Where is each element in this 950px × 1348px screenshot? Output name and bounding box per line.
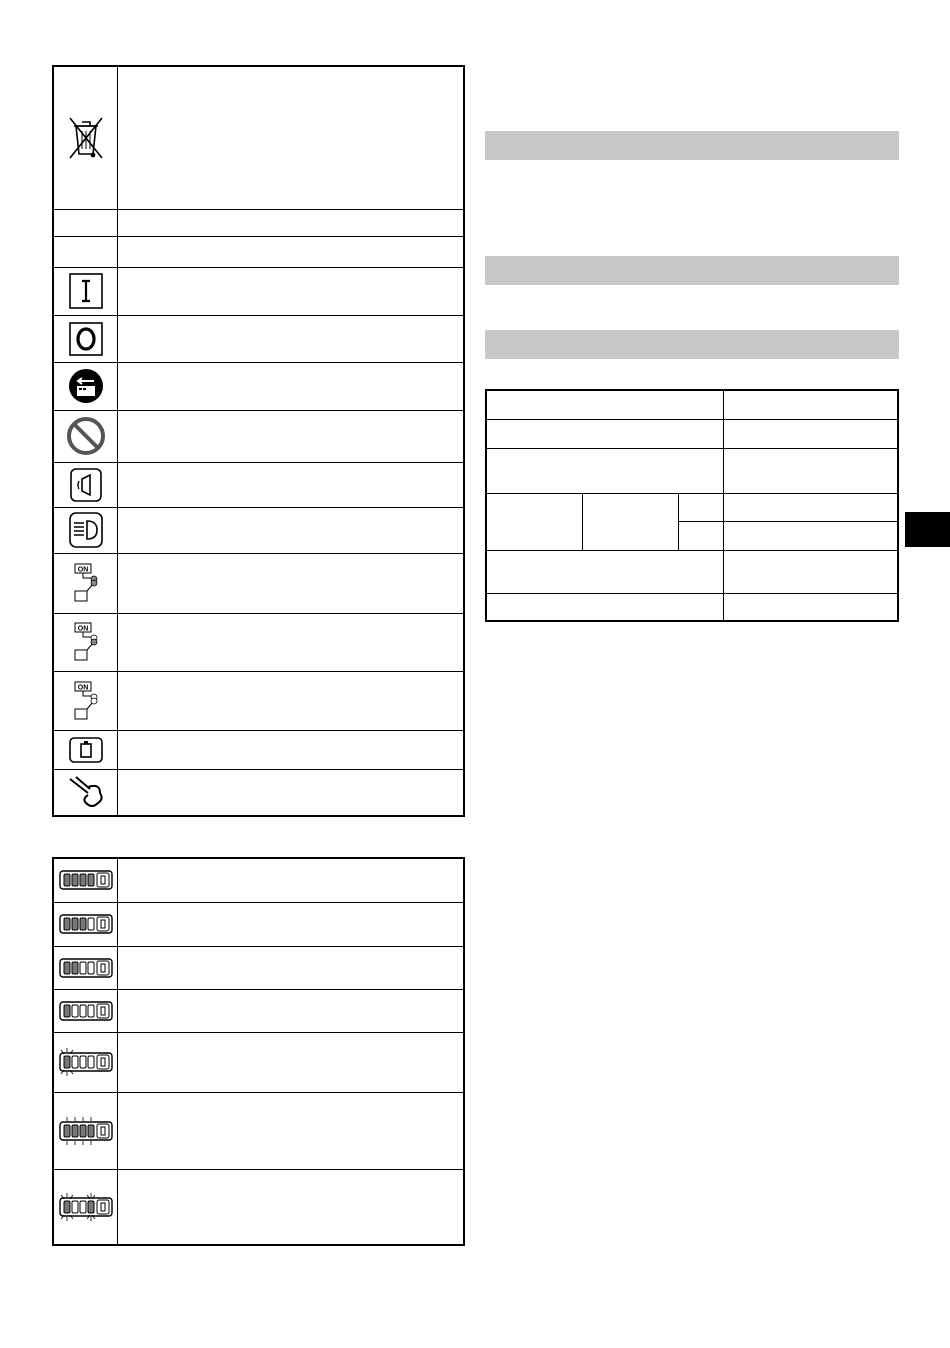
spec-value <box>723 593 898 621</box>
symbol-description <box>118 267 465 315</box>
symbol-description <box>118 671 465 730</box>
battery-level-3-bars-icon <box>59 914 113 934</box>
symbol-description <box>118 362 465 410</box>
spec-value <box>723 521 898 550</box>
spec-label <box>486 550 723 593</box>
battery-level-alternating-blinking-icon <box>57 1192 115 1222</box>
symbol-description <box>118 613 465 671</box>
spec-sublabel <box>678 521 723 550</box>
svg-text:ON: ON <box>77 566 88 574</box>
battery-icon <box>69 737 103 763</box>
on-switch-indicator-icon <box>72 561 100 605</box>
battery-level-4-bars-icon <box>59 870 113 890</box>
spec-sublabel <box>678 493 723 521</box>
battery-disconnect-icon <box>68 368 104 404</box>
battery-level-description <box>118 1169 465 1245</box>
symbol-description <box>118 410 465 462</box>
battery-level-description <box>118 902 465 946</box>
on-switch-indicator-alt-icon <box>72 620 100 664</box>
battery-level-1-bar-icon <box>59 1001 113 1021</box>
overload-icon <box>66 773 106 811</box>
battery-level-all-bars-blinking-icon <box>57 1116 115 1146</box>
svg-text:ON: ON <box>77 684 88 691</box>
spec-value <box>723 550 898 593</box>
battery-indicator-table <box>52 857 465 1246</box>
spec-label <box>486 390 723 419</box>
prohibited-icon <box>66 416 106 456</box>
spec-label <box>486 448 723 493</box>
symbol-description <box>118 507 465 553</box>
power-off-o-icon <box>69 322 103 356</box>
section-heading-bar <box>485 256 899 285</box>
battery-level-1-bar-blinking-icon <box>57 1047 115 1077</box>
headlight-icon <box>69 512 103 548</box>
section-heading-bar <box>485 131 899 160</box>
spec-value <box>723 448 898 493</box>
battery-level-2-bars-icon <box>59 958 113 978</box>
battery-level-description <box>118 1032 465 1092</box>
power-on-i-icon <box>69 273 103 309</box>
horn-icon <box>70 468 102 502</box>
spec-value <box>723 390 898 419</box>
spec-label <box>486 593 723 621</box>
symbol-description <box>118 236 465 267</box>
on-switch-indicator-off-icon <box>72 679 100 723</box>
symbol-description <box>118 730 465 769</box>
section-heading-bar <box>485 330 899 359</box>
spec-label <box>582 493 678 550</box>
symbol-description <box>118 769 465 816</box>
battery-level-description <box>118 989 465 1032</box>
spec-value <box>723 419 898 448</box>
section-thumb-tab <box>905 512 950 547</box>
symbol-description <box>118 315 465 362</box>
spec-label <box>486 493 582 550</box>
battery-level-description <box>118 946 465 989</box>
spec-label <box>486 419 723 448</box>
battery-level-description <box>118 858 465 902</box>
crossed-out-wheelie-bin-icon <box>66 114 106 162</box>
symbol-description <box>118 209 465 236</box>
svg-text:ON: ON <box>77 625 88 633</box>
symbol-description <box>118 553 465 613</box>
symbol-description <box>118 462 465 507</box>
spec-value <box>723 493 898 521</box>
symbols-table <box>52 65 465 817</box>
symbol-description <box>118 66 465 209</box>
battery-level-description <box>118 1092 465 1169</box>
specifications-table <box>485 389 899 622</box>
